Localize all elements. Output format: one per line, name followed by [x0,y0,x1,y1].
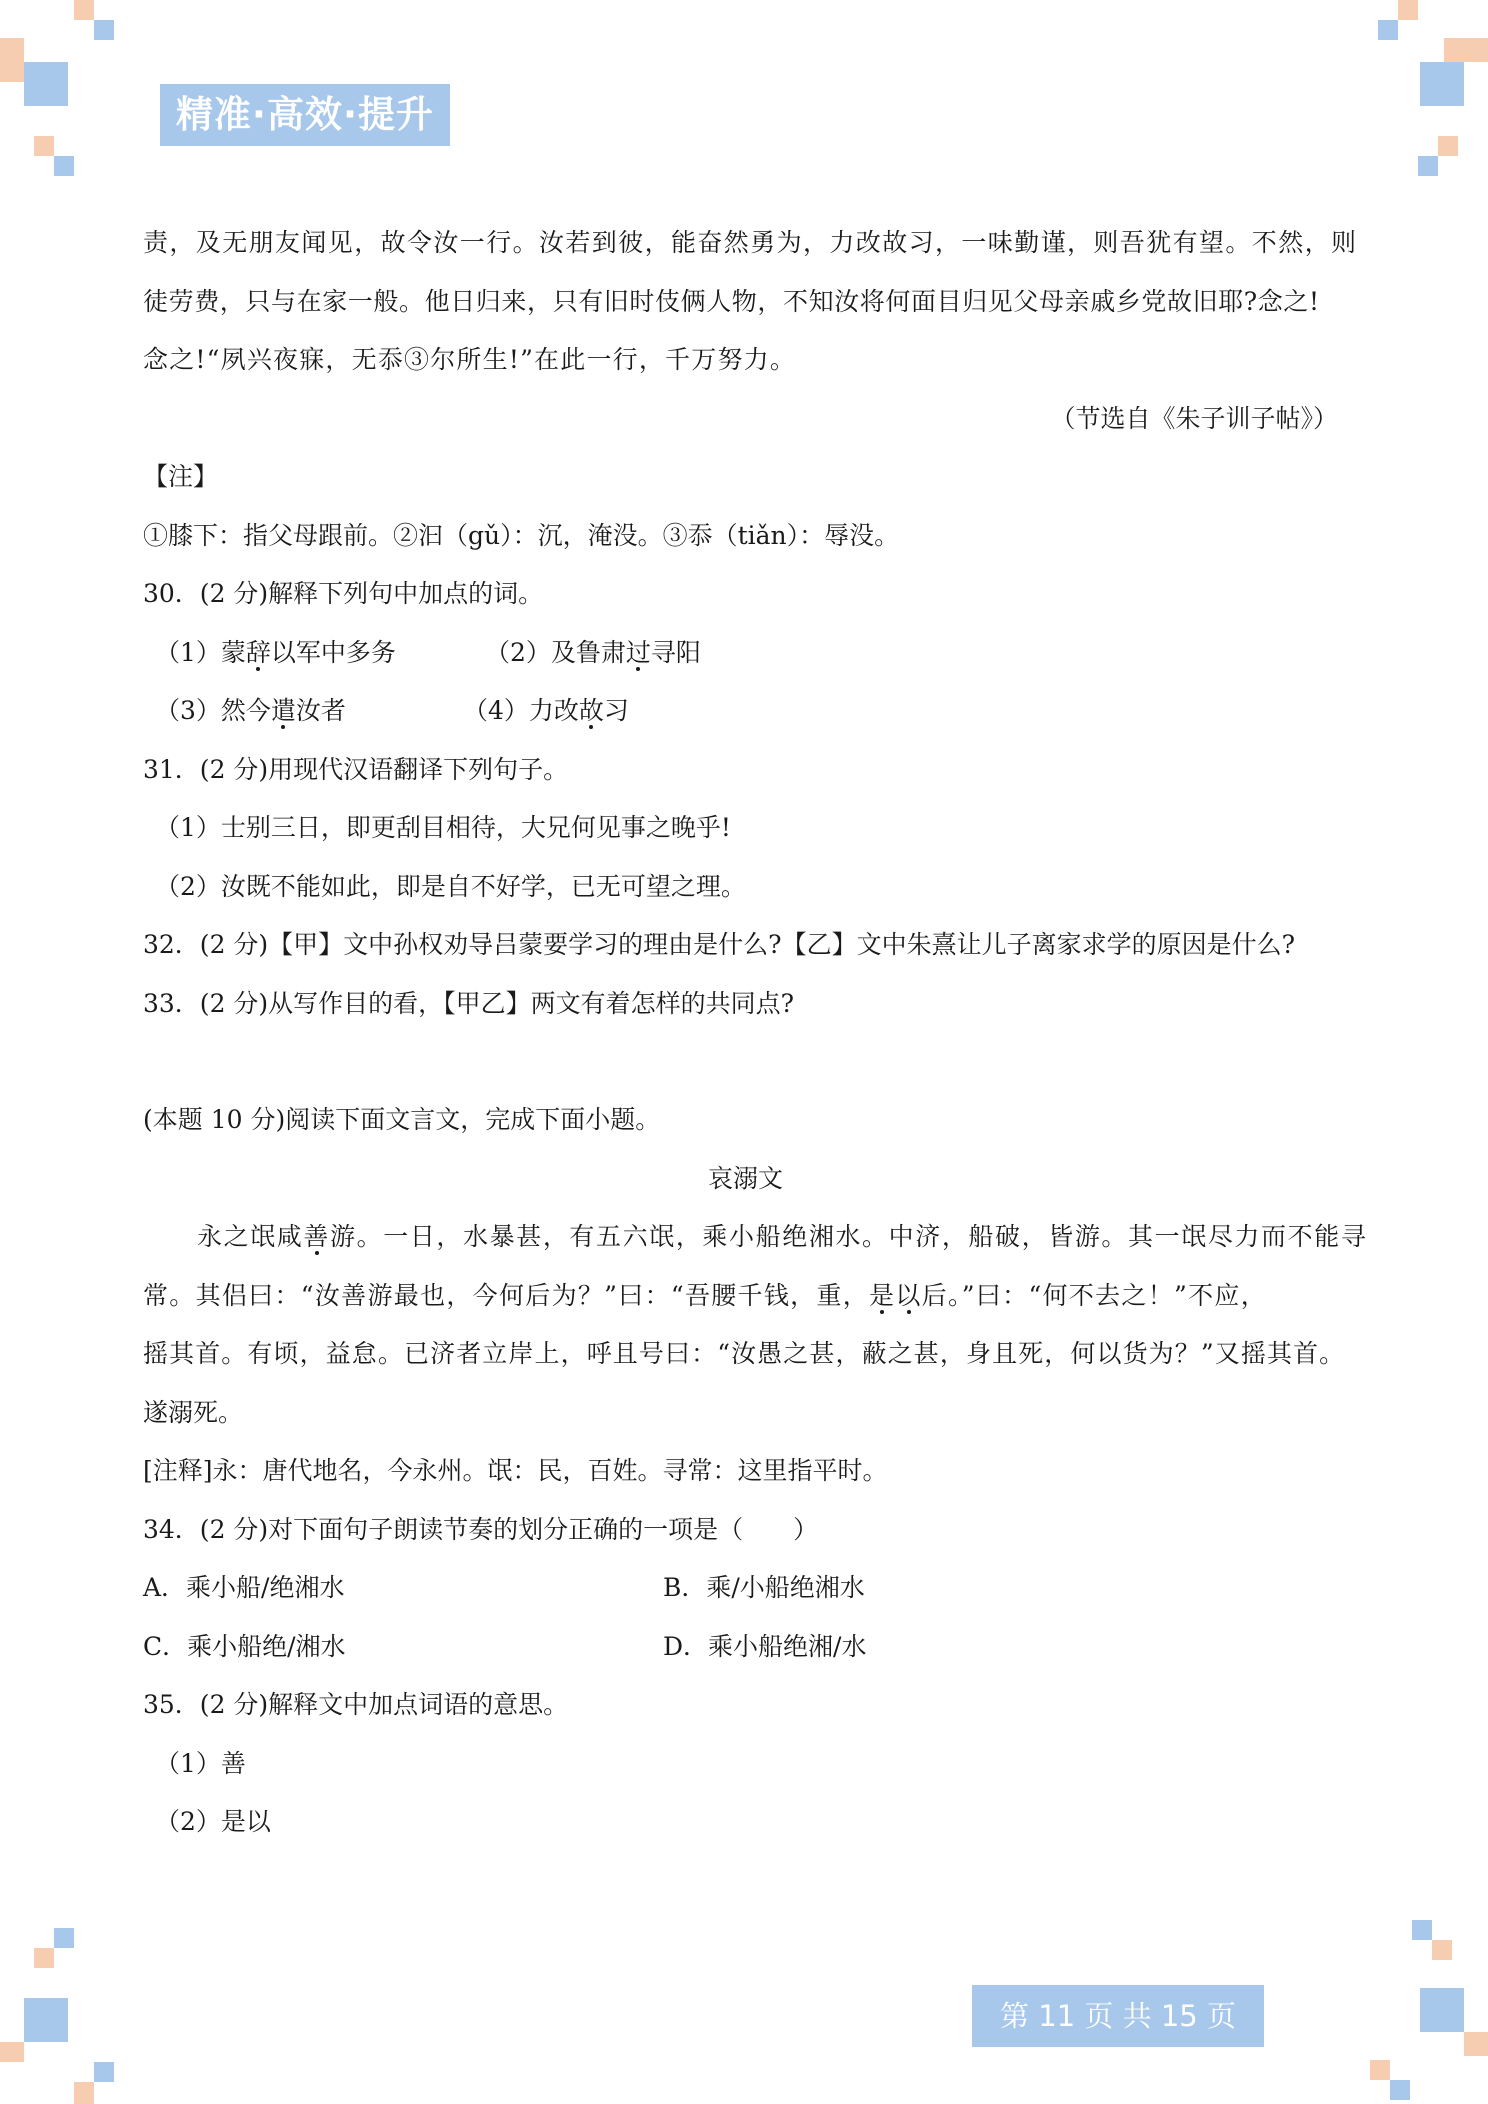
passage-line: 念之!“夙兴夜寐，无忝③尔所生!”在此一行，千万努力。 [143,345,797,374]
decor-square [1418,156,1438,176]
decor-square [54,156,74,176]
decor-square [74,2082,94,2104]
option-d: D．乘小船绝湘/水 [663,1631,867,1661]
q30-item-2: （2）及鲁肃过寻阳 [485,637,701,667]
decor-square [24,1998,68,2042]
decor-square [0,2042,24,2062]
q35-item-1: （1）善 [155,1748,246,1778]
decor-square [1420,1988,1464,2032]
decor-square [94,20,114,40]
decor-square [34,1948,54,1968]
annotation: [注释]永：唐代地名，今永州。氓：民，百姓。寻常：这里指平时。 [143,1456,888,1485]
page-number: 第 11 页 共 15 页 [972,1985,1264,2047]
question-30: 30．(2 分)解释下列句中加点的词。 [143,579,544,608]
q31-item-2: （2）汝既不能如此，即是自不好学，已无可望之理。 [155,871,746,901]
option-b: B．乘/小船绝湘水 [663,1573,865,1602]
decor-square [0,38,24,82]
document-body [143,214,1368,1852]
question-33: 33．(2 分)从写作目的看，【甲乙】两文有着怎样的共同点? [143,988,795,1018]
decor-square [1438,136,1458,156]
question-30-row [143,624,1348,683]
option-c: C．乘小船绝/湘水 [143,1631,346,1661]
notes-heading: 【注】 [143,462,219,491]
q30-item-3: （3）然今遣汝者 [155,696,346,725]
decor-square [54,1928,74,1948]
q34-options-row [143,1559,1348,1618]
question-31: 31．(2 分)用现代汉语翻译下列句子。 [143,754,569,784]
decor-square [1420,62,1464,106]
q31-item-1: （1）士别三日，即更刮目相待，大兄何见事之晚乎! [155,813,731,842]
question-34: 34．(2 分)对下面句子朗读节奏的划分正确的一项是（ ） [143,1514,819,1544]
q30-item-4: （4）力改故习 [463,696,629,725]
passage-source: （节选自《朱子训子帖》） [1050,403,1338,433]
decor-square [1390,2080,1410,2100]
decor-square [34,136,54,156]
passage-line: 永之氓咸善游。一日，水暴甚，有五六氓，乘小船绝湘水。中济，船破，皆游。其一氓尽力而不能寻 [197,1222,1368,1251]
decor-square [1412,1920,1432,1940]
header-banner: 精准·高效·提升 [160,84,450,146]
passage-line: 遂溺死。 [143,1397,244,1427]
option-a: A．乘小船/绝湘水 [143,1573,345,1602]
passage-title: 哀溺文 [707,1163,783,1193]
passage-line: 徒劳费，只与在家一般。他日归来，只有旧时伎俩人物，不知汝将何面目归见父母亲戚乡党故旧耶?念之! [143,286,1320,316]
question-30-row [143,682,1348,741]
q30-item-1: （1）蒙辞以军中多务 [155,637,396,667]
notes-text: ①膝下：指父母跟前。②汩（gǔ）：沉，淹没。③忝（tiǎn）：辱没。 [143,520,900,550]
q35-item-2: （2）是以 [155,1807,271,1836]
decor-square [1432,1940,1452,1960]
decor-square [94,2062,114,2082]
decor-square [1464,2032,1488,2056]
decor-square [24,62,68,106]
q34-options-row [143,1618,1348,1677]
decor-square [1378,20,1398,40]
decor-square [1370,2060,1390,2080]
decor-square [1398,0,1418,20]
section-intro: (本题 10 分)阅读下面文言文，完成下面小题。 [143,1105,661,1134]
passage-line: 常。其侣曰：“汝善游最也，今何后为？”曰：“吾腰千钱，重，是以后。”曰：“何不去之！”不应， [143,1280,1268,1310]
decor-square [74,0,94,20]
decor-square [1444,38,1488,62]
passage-line: 责，及无朋友闻见，故令汝一行。汝若到彼，能奋然勇为，力改故习，一味勤谨，则吾犹有望。不然，则 [143,228,1358,257]
question-32: 32．(2 分)【甲】文中孙权劝导吕蒙要学习的理由是什么?【乙】文中朱熹让儿子离家求学的原因是什么? [143,930,1295,959]
passage-line: 摇其首。有顷，益怠。已济者立岸上，呼且号曰：“汝愚之甚，蔽之甚，身且死，何以货为？”又摇其首。 [143,1339,1346,1368]
question-35: 35．(2 分)解释文中加点词语的意思。 [143,1690,569,1719]
